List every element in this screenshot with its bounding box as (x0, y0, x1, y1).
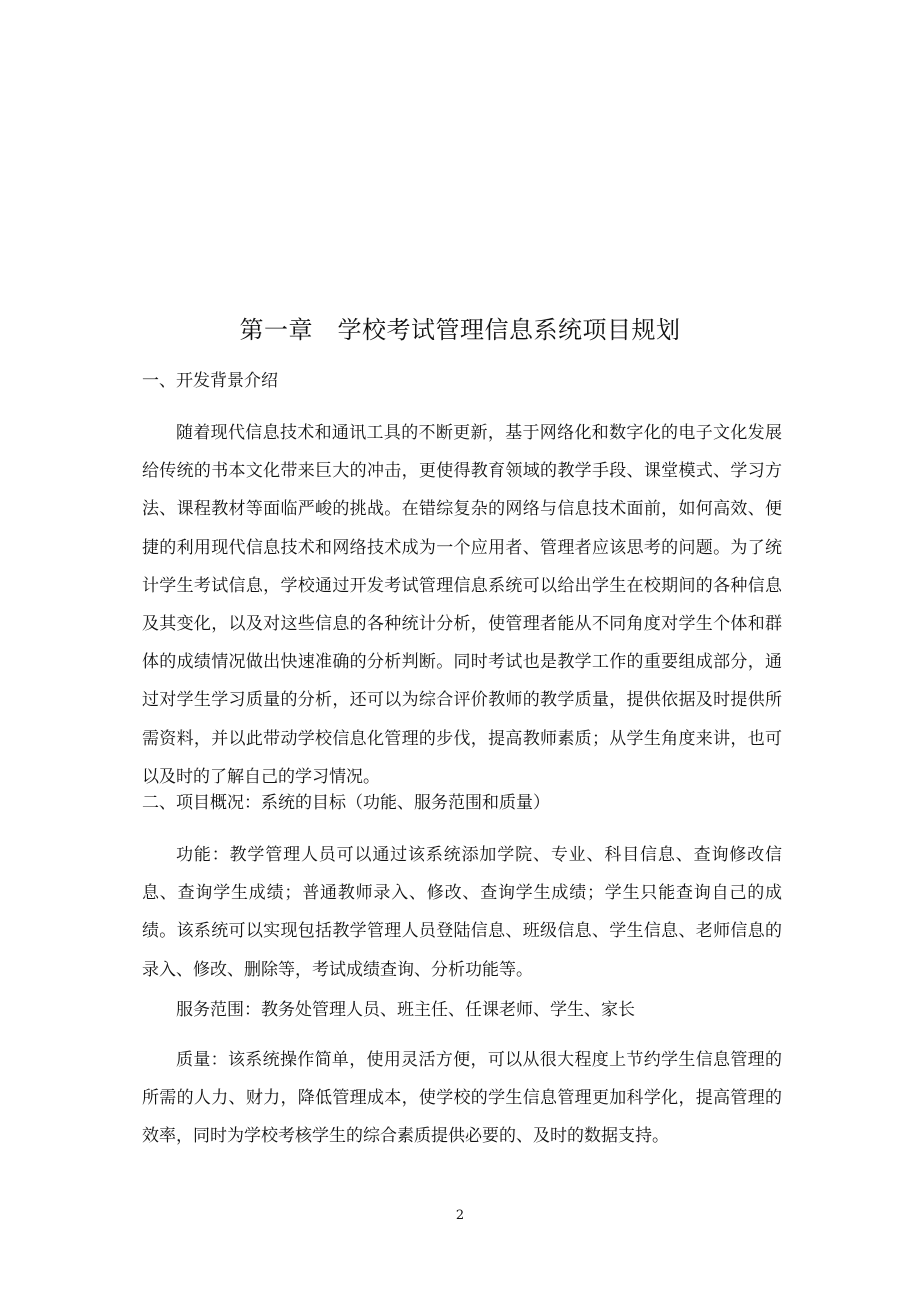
page-number: 2 (455, 1208, 465, 1223)
paragraph-background: 随着现代信息技术和通讯工具的不断更新，基于网络化和数字化的电子文化发展给传统的书本文化带来巨大的冲击，更使得教育领域的教学手段、课堂模式、学习方法、课程教材等面临严峻的挑战。在错综复杂的网络与信息技术面前，如何高效、便捷的利用现代信息技术和网络技术成为一个应用者、管理者应该思考的问题。为了统计学生考试信息，学校通过开发考试管理信息系统可以给出学生在校期间的各种信息及其变化，以及对这些信息的各种统计分析，使管理者能从不同角度对学生个体和群体的成绩情况做出快速准确的分析判断。同时考试也是教学工作的重要组成部分，通过对学生学习质量的分析，还可以为综合评价教师的教学质量，提供依据及时提供所需资料，并以此带动学校信息化管理的步伐，提高教师素质；从学生角度来讲，也可以及时的了解自己的学习情况。 (142, 423, 782, 787)
paragraph-service-scope: 服务范围：教务处管理人员、班主任、任课老师、学生、家长 (176, 1000, 635, 1020)
chapter-title: 第一章 学校考试管理信息系统项目规划 (239, 316, 681, 344)
paragraph-quality: 质量：该系统操作简单，使用灵活方便，可以从很大程度上节约学生信息管理的所需的人力、财力，降低管理成本，使学校的学生信息管理更加科学化，提高管理的效率，同时为学校考核学生的综合素质提供必要的、及时的数据支持。 (142, 1050, 782, 1147)
section-heading-background: 一、开发背景介绍 (142, 371, 278, 391)
section-heading-overview: 二、项目概况：系统的目标（功能、服务范围和质量） (142, 793, 550, 813)
paragraph-function: 功能：教学管理人员可以通过该系统添加学院、专业、科目信息、查询修改信息、查询学生成绩；普通教师录入、修改、查询学生成绩；学生只能查询自己的成绩。该系统可以实现包括教学管理人员登陆信息、班级信息、学生信息、老师信息的录入、修改、删除等，考试成绩查询、分析功能等。 (142, 845, 782, 980)
